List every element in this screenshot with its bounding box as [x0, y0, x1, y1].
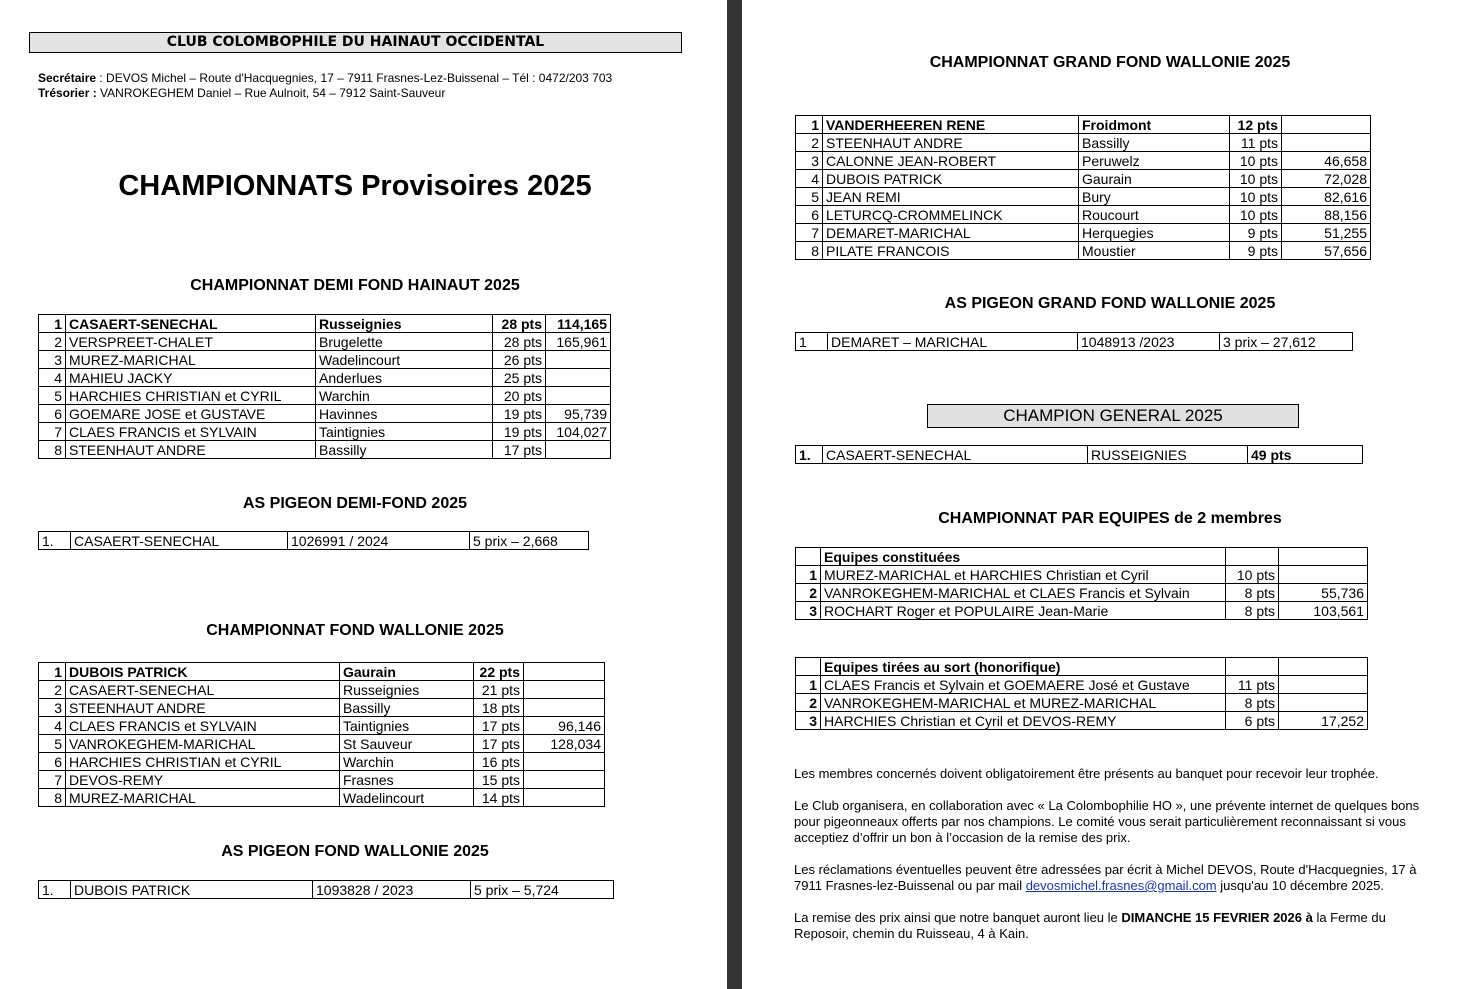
place: Warchin: [340, 753, 474, 771]
name: VERSPREET-CHALET: [66, 333, 316, 351]
table-row: [796, 676, 1368, 694]
champion-general-title: CHAMPION GENERAL 2025: [927, 404, 1299, 428]
team-name: ROCHART Roger et POPULAIRE Jean-Marie: [821, 602, 1226, 620]
points: 11 pts: [1230, 134, 1282, 152]
rank: 1: [39, 315, 66, 333]
name: STEENHAUT ANDRE: [66, 699, 340, 717]
as-grand-fond-title: AS PIGEON GRAND FOND WALLONIE 2025: [944, 295, 1276, 312]
tiebreak-value: 103,561: [1279, 602, 1368, 620]
place: Taintignies: [316, 423, 493, 441]
tiebreak-value: 165,961: [546, 333, 611, 351]
name: CLAES FRANCIS et SYLVAIN: [66, 717, 340, 735]
page-divider: [727, 0, 742, 989]
tiebreak-value: [546, 369, 611, 387]
place: Froidmont: [1079, 116, 1230, 134]
table-row: [39, 405, 611, 423]
place: Havinnes: [316, 405, 493, 423]
table-row: [39, 789, 605, 807]
points: 25 pts: [493, 369, 546, 387]
team-name: CLAES Francis et Sylvain et GOEMAERE José et Gustave: [821, 676, 1226, 694]
place: Bury: [1079, 188, 1230, 206]
table-row: [796, 566, 1368, 584]
rank: 6: [796, 206, 823, 224]
rank: 6: [39, 405, 66, 423]
tiebreak-value: 128,034: [524, 735, 605, 753]
name: GOEMARE JOSE et GUSTAVE: [66, 405, 316, 423]
fond-rows: [39, 663, 605, 807]
tiebreak-value: [1282, 116, 1371, 134]
prize: 5 prix – 2,668: [470, 532, 589, 550]
tiebreak-value: 114,165: [546, 315, 611, 333]
email-link[interactable]: devosmichel.frasnes@gmail.com: [1025, 878, 1217, 893]
points: 19 pts: [493, 405, 546, 423]
rank: 3: [796, 152, 823, 170]
rank: 2: [796, 584, 821, 602]
points: 17 pts: [474, 735, 524, 753]
rank: 1: [39, 663, 66, 681]
table-row: [39, 663, 605, 681]
name: CLAES FRANCIS et SYLVAIN: [66, 423, 316, 441]
table-header-row: [796, 548, 1368, 566]
name: DUBOIS PATRICK: [66, 663, 340, 681]
club-header: CLUB COLOMBOPHILE DU HAINAUT OCCIDENTAL: [29, 32, 682, 53]
rank: 5: [39, 735, 66, 753]
demi-fond-rows: [39, 315, 611, 459]
tiebreak-value: [546, 351, 611, 369]
rank: 8: [39, 441, 66, 459]
ring: 1048913 /2023: [1078, 333, 1220, 351]
tiebreak-value: 17,252: [1279, 712, 1368, 730]
rank: 1: [796, 333, 828, 351]
place: Brugelette: [316, 333, 493, 351]
as-fond-table: [38, 880, 614, 899]
tiebreak-value: 96,146: [524, 717, 605, 735]
table-row: [39, 387, 611, 405]
name: MAHIEU JACKY: [66, 369, 316, 387]
rank: 4: [39, 717, 66, 735]
name: LETURCQ-CROMMELINCK: [823, 206, 1079, 224]
place: Wadelincourt: [340, 789, 474, 807]
place: Bassilly: [1079, 134, 1230, 152]
points: 8 pts: [1226, 602, 1279, 620]
page-title: CHAMPIONNATS Provisoires 2025: [118, 170, 592, 202]
as-demi-fond-title: AS PIGEON DEMI-FOND 2025: [242, 495, 468, 512]
points: 21 pts: [474, 681, 524, 699]
table-header: Equipes tirées au sort (honorifique): [821, 658, 1226, 676]
place: Taintignies: [340, 717, 474, 735]
rank: 5: [39, 387, 66, 405]
points: 10 pts: [1230, 170, 1282, 188]
place: Gaurain: [340, 663, 474, 681]
table-row: [796, 242, 1371, 260]
equipes-tirees-table: [795, 657, 1368, 730]
team-name: VANROKEGHEM-MARICHAL et MUREZ-MARICHAL: [821, 694, 1226, 712]
demi-fond-title: CHAMPIONNAT DEMI FOND HAINAUT 2025: [190, 277, 520, 294]
tiebreak-value: 88,156: [1282, 206, 1371, 224]
table-row: [39, 315, 611, 333]
table-row: [39, 753, 605, 771]
rank: 3: [796, 712, 821, 730]
place: Wadelincourt: [316, 351, 493, 369]
rank: 1: [796, 116, 823, 134]
points: 10 pts: [1230, 188, 1282, 206]
place: Bassilly: [316, 441, 493, 459]
points: 6 pts: [1226, 712, 1279, 730]
place: Herquegies: [1079, 224, 1230, 242]
tiebreak-value: [524, 753, 605, 771]
points: 49 pts: [1248, 446, 1363, 464]
rank: 2: [796, 134, 823, 152]
place: Roucourt: [1079, 206, 1230, 224]
rank: 3: [796, 602, 821, 620]
points: 15 pts: [474, 771, 524, 789]
table-row: [39, 423, 611, 441]
table-row: [39, 532, 589, 550]
name: MUREZ-MARICHAL: [66, 789, 340, 807]
points: 11 pts: [1226, 676, 1279, 694]
name: CASAERT-SENECHAL: [71, 532, 288, 550]
table-row: [796, 188, 1371, 206]
tiebreak-value: 46,658: [1282, 152, 1371, 170]
table-row: [39, 351, 611, 369]
name: DEMARET – MARICHAL: [828, 333, 1078, 351]
prize: 3 prix – 27,612: [1220, 333, 1353, 351]
fond-title: CHAMPIONNAT FOND WALLONIE 2025: [206, 622, 504, 639]
rank: 7: [39, 423, 66, 441]
equipes-constituees-rows: [796, 566, 1368, 620]
rank: 5: [796, 188, 823, 206]
place: Warchin: [316, 387, 493, 405]
tiebreak-value: [1279, 694, 1368, 712]
grand-fond-title: CHAMPIONNAT GRAND FOND WALLONIE 2025: [929, 54, 1291, 71]
tiebreak-value: [1282, 134, 1371, 152]
rank: 8: [39, 789, 66, 807]
table-row: [796, 694, 1368, 712]
points: 9 pts: [1230, 242, 1282, 260]
ring: 1093828 / 2023: [313, 881, 471, 899]
tiebreak-value: [524, 771, 605, 789]
fond-table: [38, 662, 605, 807]
table-row: [39, 881, 614, 899]
name: HARCHIES CHRISTIAN et CYRIL: [66, 387, 316, 405]
name: DEVOS-REMY: [66, 771, 340, 789]
name: CASAERT-SENECHAL: [66, 315, 316, 333]
name: STEENHAUT ANDRE: [66, 441, 316, 459]
name: VANROKEGHEM-MARICHAL: [66, 735, 340, 753]
points: 26 pts: [493, 351, 546, 369]
rank: 1: [796, 676, 821, 694]
points: 8 pts: [1226, 694, 1279, 712]
tiebreak-value: [1279, 566, 1368, 584]
table-row: [796, 152, 1371, 170]
table-row: [796, 206, 1371, 224]
rank: 4: [796, 170, 823, 188]
points: 28 pts: [493, 333, 546, 351]
place: Russeignies: [340, 681, 474, 699]
rank: 3: [39, 351, 66, 369]
table-row: [39, 369, 611, 387]
name: STEENHAUT ANDRE: [823, 134, 1079, 152]
name: DUBOIS PATRICK: [71, 881, 313, 899]
points: 10 pts: [1230, 152, 1282, 170]
place: Moustier: [1079, 242, 1230, 260]
name: PILATE FRANCOIS: [823, 242, 1079, 260]
grand-fond-table: [795, 115, 1371, 260]
prize: 5 prix – 5,724: [471, 881, 614, 899]
tiebreak-value: [524, 789, 605, 807]
name: CALONNE JEAN-ROBERT: [823, 152, 1079, 170]
note-trophy: Les membres concernés doivent obligatoirement être présents au banquet pour recevoir leur trophée.: [794, 766, 1379, 781]
table-row: [796, 712, 1368, 730]
tiebreak-value: 51,255: [1282, 224, 1371, 242]
name: JEAN REMI: [823, 188, 1079, 206]
place: Bassilly: [340, 699, 474, 717]
place: Gaurain: [1079, 170, 1230, 188]
name: CASAERT-SENECHAL: [66, 681, 340, 699]
tiebreak-value: 82,616: [1282, 188, 1371, 206]
table-header: Equipes constituées: [821, 548, 1226, 566]
rank: 4: [39, 369, 66, 387]
as-demi-fond-table: [38, 531, 589, 550]
team-name: MUREZ-MARICHAL et HARCHIES Christian et Cyril: [821, 566, 1226, 584]
rank: 1.: [796, 446, 823, 464]
name: HARCHIES CHRISTIAN et CYRIL: [66, 753, 340, 771]
place: Peruwelz: [1079, 152, 1230, 170]
secretary-line: Secrétaire : DEVOS Michel – Route d'Hacquegnies, 17 – 7911 Frasnes-Lez-Buissenal – Tél : 0472/203 703: [38, 71, 613, 85]
points: 17 pts: [493, 441, 546, 459]
note-prevente: Le Club organisera, en collaboration avec « La Colombophilie HO », une prévente internet de quelques bons pour pigeonneaux offerts par nos champions. Le comité vous serait particulièrement reconnaissant si vous acceptiez d’offrir un bon à l’occasion de la remise des prix.: [794, 798, 1420, 845]
points: 19 pts: [493, 423, 546, 441]
table-row: [39, 717, 605, 735]
grand-fond-rows: [796, 116, 1371, 260]
table-row: [796, 446, 1363, 464]
points: 12 pts: [1230, 116, 1282, 134]
rank: 2: [796, 694, 821, 712]
table-row: [39, 333, 611, 351]
contact-info: [38, 71, 612, 101]
name: CASAERT-SENECHAL: [823, 446, 1088, 464]
tiebreak-value: [524, 681, 605, 699]
rank: 7: [796, 224, 823, 242]
tiebreak-value: 104,027: [546, 423, 611, 441]
points: 14 pts: [474, 789, 524, 807]
points: 10 pts: [1226, 566, 1279, 584]
team-name: VANROKEGHEM-MARICHAL et CLAES Francis et Sylvain: [821, 584, 1226, 602]
points: 20 pts: [493, 387, 546, 405]
tiebreak-value: 72,028: [1282, 170, 1371, 188]
treasurer-line: Trésorier : VANROKEGHEM Daniel – Rue Aulnoit, 54 – 7912 Saint-Sauveur: [38, 86, 446, 100]
table-row: [39, 441, 611, 459]
points: 9 pts: [1230, 224, 1282, 242]
note-reclamations: Les réclamations éventuelles peuvent être adressées par écrit à Michel DEVOS, Route d'Hacquegnies, 17 à 7911 Frasnes-lez-Buissenal ou par mail devosmichel.frasnes@gmail.com jusqu'au 10 décembre 2025.: [794, 862, 1417, 893]
notes: [794, 766, 1434, 958]
equipes-title: CHAMPIONNAT PAR EQUIPES de 2 membres: [938, 510, 1282, 527]
name: VANDERHEEREN RENE: [823, 116, 1079, 134]
rank: 7: [39, 771, 66, 789]
points: 18 pts: [474, 699, 524, 717]
note-banquet: La remise des prix ainsi que notre banquet auront lieu le DIMANCHE 15 FEVRIER 2026 à la Ferme du Reposoir, chemin du Ruisseau, 4 à Kain.: [794, 910, 1386, 941]
tiebreak-value: [524, 699, 605, 717]
team-name: HARCHIES Christian et Cyril et DEVOS-REMY: [821, 712, 1226, 730]
tiebreak-value: 57,656: [1282, 242, 1371, 260]
table-row: [796, 170, 1371, 188]
demi-fond-table: [38, 314, 611, 459]
points: 17 pts: [474, 717, 524, 735]
table-row: [796, 333, 1353, 351]
points: 10 pts: [1230, 206, 1282, 224]
name: DEMARET-MARICHAL: [823, 224, 1079, 242]
name: MUREZ-MARICHAL: [66, 351, 316, 369]
equipes-tirees-rows: [796, 676, 1368, 730]
points: 28 pts: [493, 315, 546, 333]
rank: 8: [796, 242, 823, 260]
place: RUSSEIGNIES: [1088, 446, 1248, 464]
table-row: [39, 681, 605, 699]
champion-general-table: [795, 445, 1363, 464]
table-row: [796, 602, 1368, 620]
table-row: [796, 116, 1371, 134]
table-row: [39, 771, 605, 789]
tiebreak-value: 55,736: [1279, 584, 1368, 602]
tiebreak-value: [546, 387, 611, 405]
place: Anderlues: [316, 369, 493, 387]
name: DUBOIS PATRICK: [823, 170, 1079, 188]
rank: 3: [39, 699, 66, 717]
table-row: [796, 584, 1368, 602]
table-row: [39, 735, 605, 753]
tiebreak-value: [524, 663, 605, 681]
equipes-constituees-table: [795, 547, 1368, 620]
rank: 1: [796, 566, 821, 584]
points: 22 pts: [474, 663, 524, 681]
rank: 2: [39, 681, 66, 699]
as-grand-fond-table: [795, 332, 1353, 351]
points: 16 pts: [474, 753, 524, 771]
points: 8 pts: [1226, 584, 1279, 602]
rank: 6: [39, 753, 66, 771]
as-fond-title: AS PIGEON FOND WALLONIE 2025: [221, 843, 489, 860]
rank: 2: [39, 333, 66, 351]
rank: 1.: [39, 532, 71, 550]
place: Russeignies: [316, 315, 493, 333]
tiebreak-value: 95,739: [546, 405, 611, 423]
place: St Sauveur: [340, 735, 474, 753]
table-row: [796, 134, 1371, 152]
place: Frasnes: [340, 771, 474, 789]
rank: 1.: [39, 881, 71, 899]
table-header-row: [796, 658, 1368, 676]
ring: 1026991 / 2024: [288, 532, 470, 550]
table-row: [39, 699, 605, 717]
tiebreak-value: [1279, 676, 1368, 694]
tiebreak-value: [546, 441, 611, 459]
table-row: [796, 224, 1371, 242]
